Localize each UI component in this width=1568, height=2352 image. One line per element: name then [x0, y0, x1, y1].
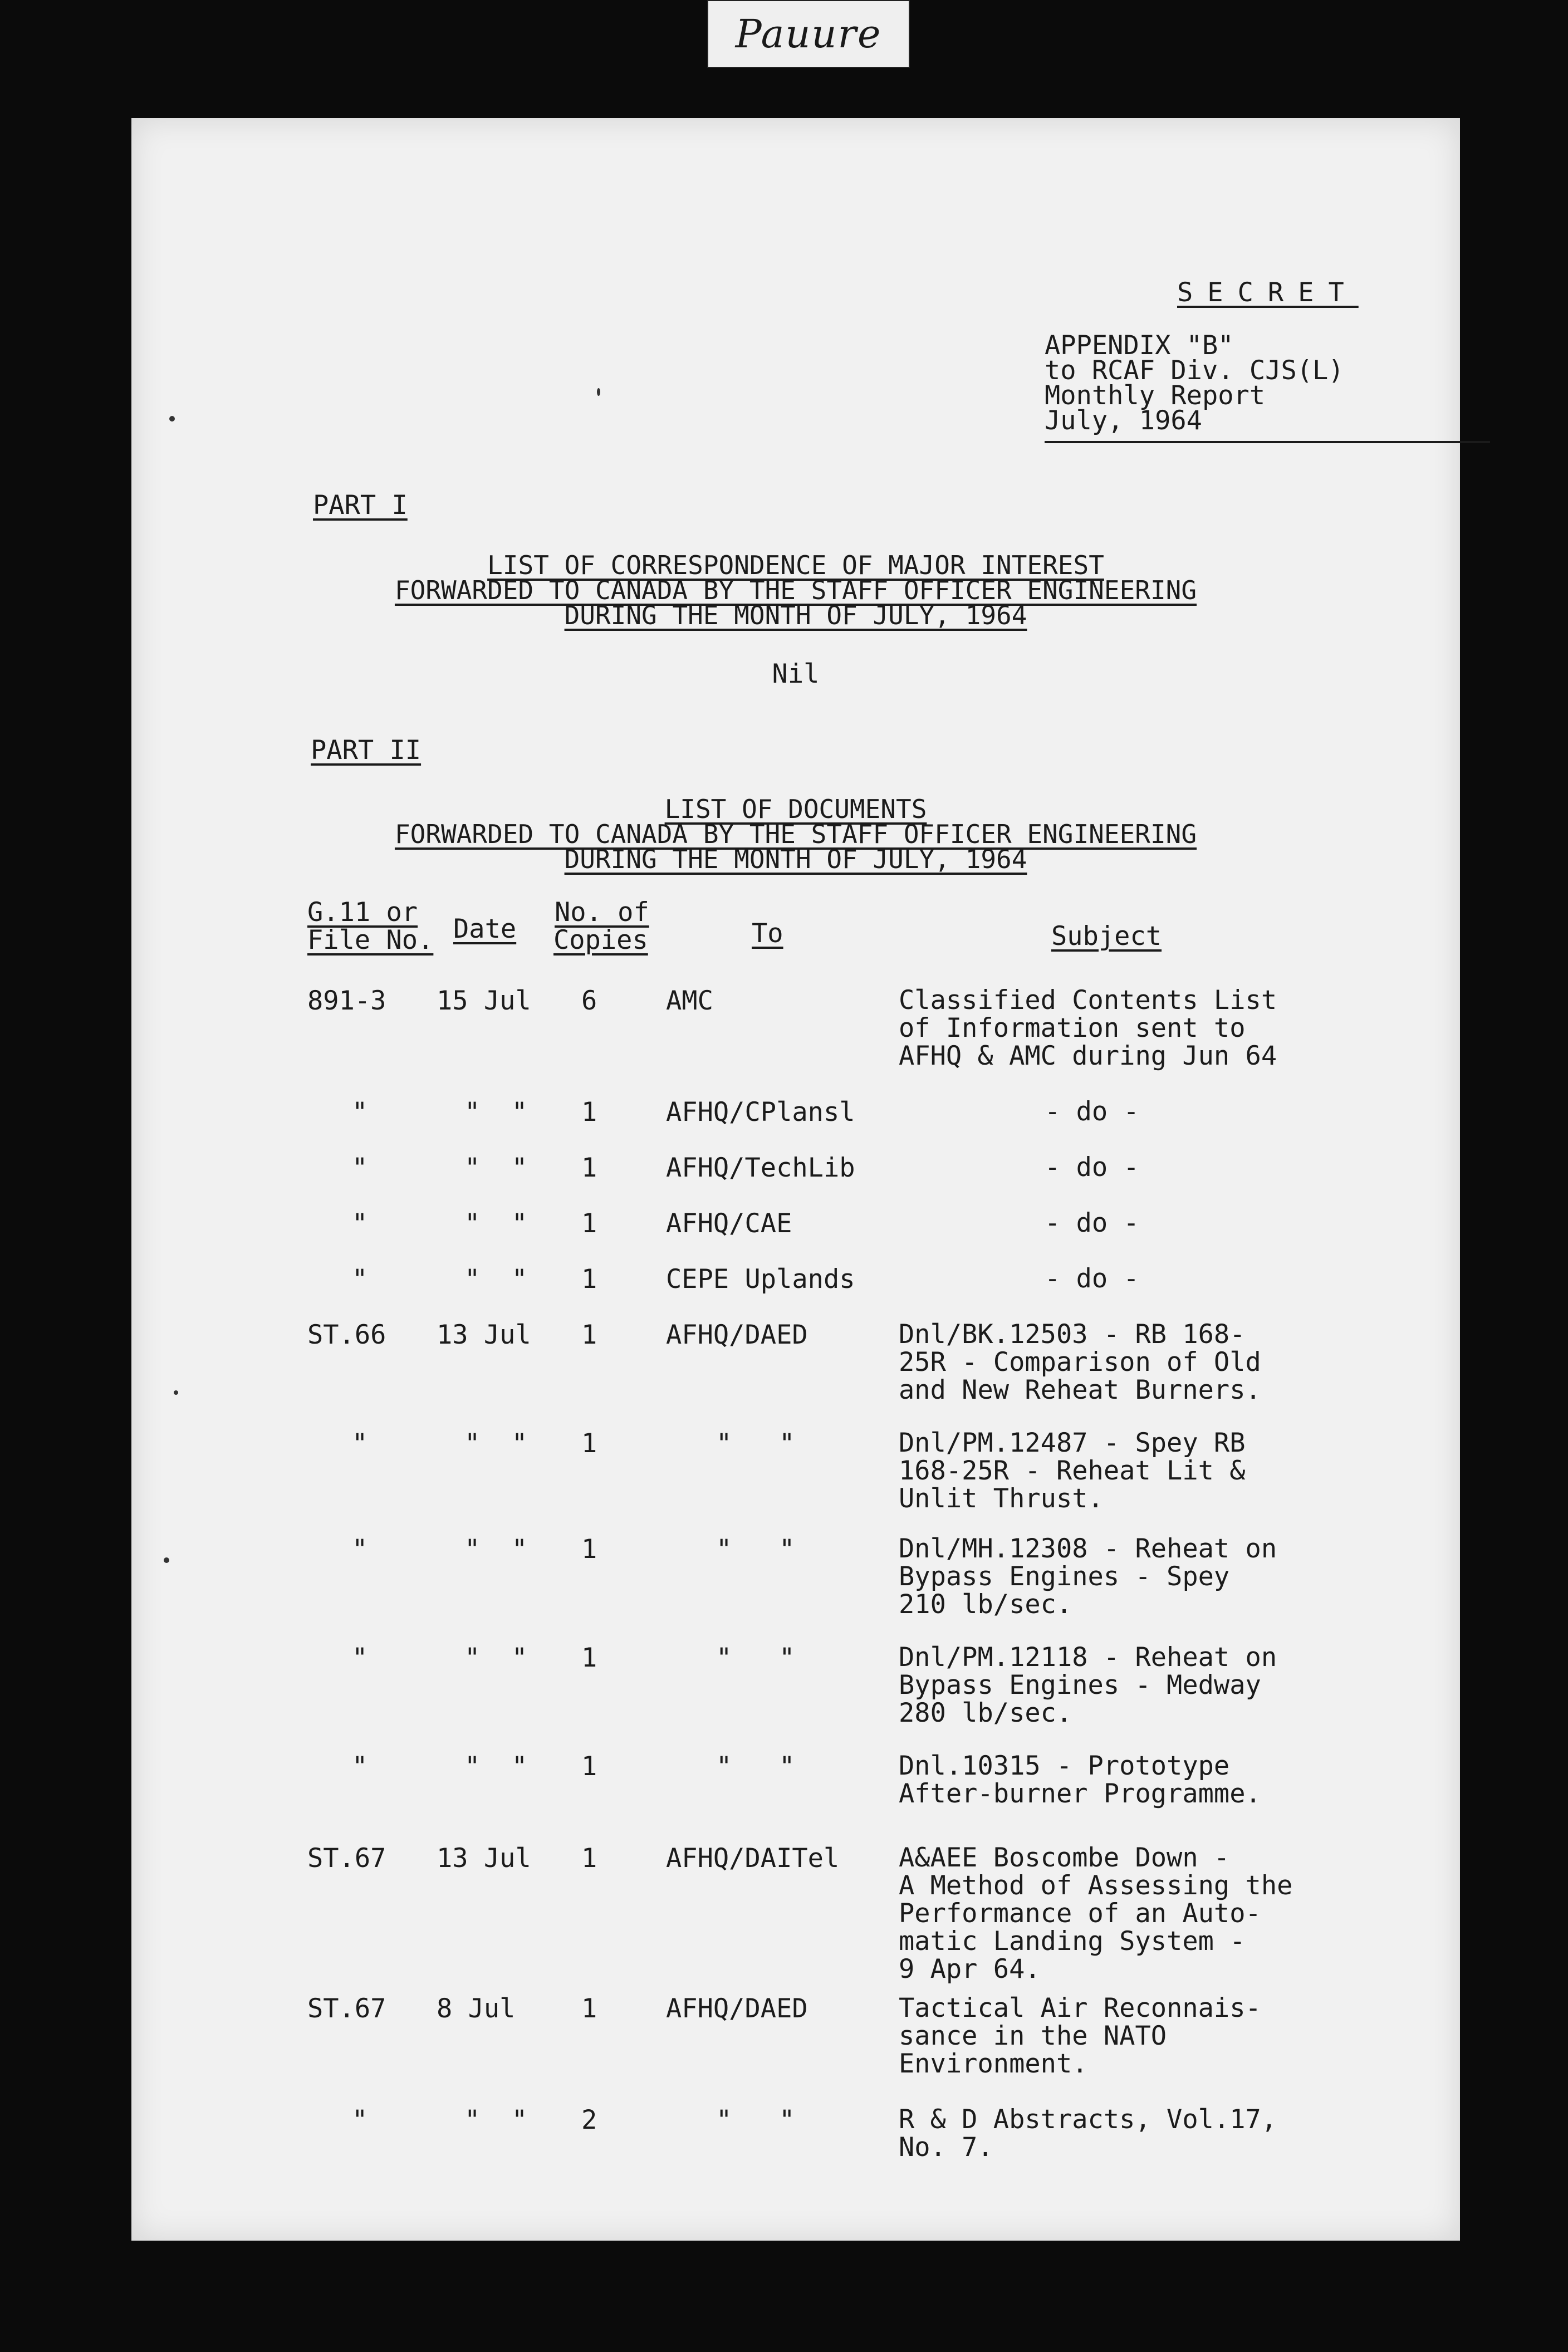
- row-to: " ": [716, 1751, 795, 1782]
- row-to: AFHQ/DAED: [666, 1320, 808, 1350]
- row-file: ": [352, 1428, 368, 1459]
- row-to: AFHQ/DAED: [666, 1993, 808, 2024]
- row-copies: 1: [581, 1428, 597, 1459]
- col-copies-line-1: No. of: [555, 897, 649, 928]
- row-file: ": [352, 1751, 368, 1782]
- part2-title-line-3: DURING THE MONTH OF JULY, 1964: [564, 844, 1027, 874]
- row-date: 8 Jul: [437, 1993, 516, 2024]
- appendix-underline: [1045, 441, 1490, 443]
- row-copies: 1: [581, 1097, 597, 1128]
- row-to: CEPE Uplands: [666, 1264, 855, 1295]
- part1-title-line-2: FORWARDED TO CANADA BY THE STAFF OFFICER ENGINEERING: [394, 575, 1197, 605]
- part2-label: PART II: [311, 735, 422, 766]
- row-subject: - do -: [1045, 1263, 1139, 1294]
- row-subject: Dnl/PM.12487 - Spey RB 168-25R - Reheat Lit & Unlit Thrust.: [899, 1428, 1246, 1514]
- row-copies: 1: [581, 1264, 597, 1295]
- part1-title-line-3: DURING THE MONTH OF JULY, 1964: [564, 600, 1027, 630]
- col-file-line-2: File No.: [307, 925, 434, 955]
- row-to: AMC: [666, 986, 713, 1016]
- row-subject: Dnl/BK.12503 - RB 168- 25R - Comparison of Old and New Reheat Burners.: [899, 1319, 1261, 1405]
- row-copies: 1: [581, 1208, 597, 1239]
- paper-speck: [169, 416, 175, 422]
- col-to: To: [752, 918, 783, 949]
- row-copies: 1: [581, 1993, 597, 2024]
- col-subject: Subject: [1051, 921, 1162, 952]
- row-to: " ": [716, 1428, 795, 1459]
- row-subject: Dnl.10315 - Prototype After-burner Programme.: [899, 1751, 1261, 1809]
- row-to: AFHQ/TechLib: [666, 1153, 855, 1183]
- row-date: " ": [464, 1751, 528, 1782]
- row-copies: 1: [581, 1153, 597, 1183]
- row-file: ST.66: [307, 1320, 386, 1350]
- appendix-line-1: APPENDIX "B": [1045, 330, 1234, 361]
- appendix-line-3: Monthly Report: [1045, 380, 1266, 411]
- part1-title-line-1: LIST OF CORRESPONDENCE OF MAJOR INTEREST: [487, 550, 1104, 580]
- paper-speck: [174, 1390, 178, 1395]
- row-copies: 1: [581, 1643, 597, 1673]
- row-copies: 1: [581, 1751, 597, 1782]
- row-date: " ": [464, 1534, 528, 1565]
- row-date: " ": [464, 2105, 528, 2135]
- row-copies: 6: [581, 986, 597, 1016]
- row-date: " ": [464, 1264, 528, 1295]
- col-date: Date: [453, 914, 517, 944]
- col-copies-line-2: Copies: [553, 925, 648, 955]
- row-file: ST.67: [307, 1843, 386, 1874]
- part1-label: PART I: [313, 490, 408, 521]
- row-date: " ": [464, 1153, 528, 1183]
- classification-label: SECRET: [1177, 277, 1359, 308]
- row-copies: 1: [581, 1534, 597, 1565]
- row-to: " ": [716, 1643, 795, 1673]
- part2-title-line-1: LIST OF DOCUMENTS: [664, 794, 927, 824]
- row-subject: Tactical Air Reconnais- sance in the NATO Environment.: [899, 1993, 1261, 2079]
- row-to: AFHQ/CPlansl: [666, 1097, 855, 1128]
- row-copies: 2: [581, 2105, 597, 2135]
- row-date: " ": [464, 1643, 528, 1673]
- row-file: ": [352, 2105, 368, 2135]
- row-subject: R & D Abstracts, Vol.17, No. 7.: [899, 2104, 1277, 2163]
- row-copies: 1: [581, 1320, 597, 1350]
- row-date: 15 Jul: [437, 986, 531, 1016]
- row-to: " ": [716, 1534, 795, 1565]
- row-date: " ": [464, 1428, 528, 1459]
- row-file: ": [352, 1153, 368, 1183]
- row-to: AFHQ/DAITel: [666, 1843, 840, 1874]
- row-date: " ": [464, 1208, 528, 1239]
- row-subject: Classified Contents List of Information sent to AFHQ & AMC during Jun 64: [899, 985, 1277, 1071]
- row-subject: - do -: [1045, 1152, 1139, 1183]
- paper-speck: [164, 1557, 169, 1563]
- row-file: ": [352, 1643, 368, 1673]
- appendix-line-2: to RCAF Div. CJS(L): [1045, 355, 1344, 386]
- row-file: ": [352, 1208, 368, 1239]
- handwritten-file-tag: [707, 0, 910, 68]
- row-copies: 1: [581, 1843, 597, 1874]
- row-file: 891-3: [307, 986, 386, 1016]
- row-date: 13 Jul: [437, 1320, 531, 1350]
- row-date: " ": [464, 1097, 528, 1128]
- row-subject: - do -: [1045, 1096, 1139, 1127]
- document-page: [131, 118, 1460, 2241]
- row-to: AFHQ/CAE: [666, 1208, 792, 1239]
- appendix-line-4: July, 1964: [1045, 405, 1202, 436]
- row-subject: Dnl/PM.12118 - Reheat on Bypass Engines - Medway 280 lb/sec.: [899, 1642, 1277, 1728]
- row-date: 13 Jul: [437, 1843, 531, 1874]
- row-subject: - do -: [1045, 1208, 1139, 1238]
- row-to: " ": [716, 2105, 795, 2135]
- row-subject: Dnl/MH.12308 - Reheat on Bypass Engines - Spey 210 lb/sec.: [899, 1533, 1277, 1620]
- part1-nil: Nil: [772, 659, 820, 689]
- file-tag-text: Pauure: [735, 11, 882, 57]
- row-subject: A&AEE Boscombe Down - A Method of Assessing the Performance of an Auto- matic Landing System - 9 Apr 64.: [899, 1843, 1293, 1984]
- row-file: ": [352, 1264, 368, 1295]
- part2-title-line-2: FORWARDED TO CANADA BY THE STAFF OFFICER ENGINEERING: [394, 819, 1197, 849]
- row-file: ": [352, 1534, 368, 1565]
- paper-speck: [597, 388, 600, 396]
- row-file: ": [352, 1097, 368, 1128]
- row-file: ST.67: [307, 1993, 386, 2024]
- col-file-line-1: G.11 or: [307, 897, 418, 928]
